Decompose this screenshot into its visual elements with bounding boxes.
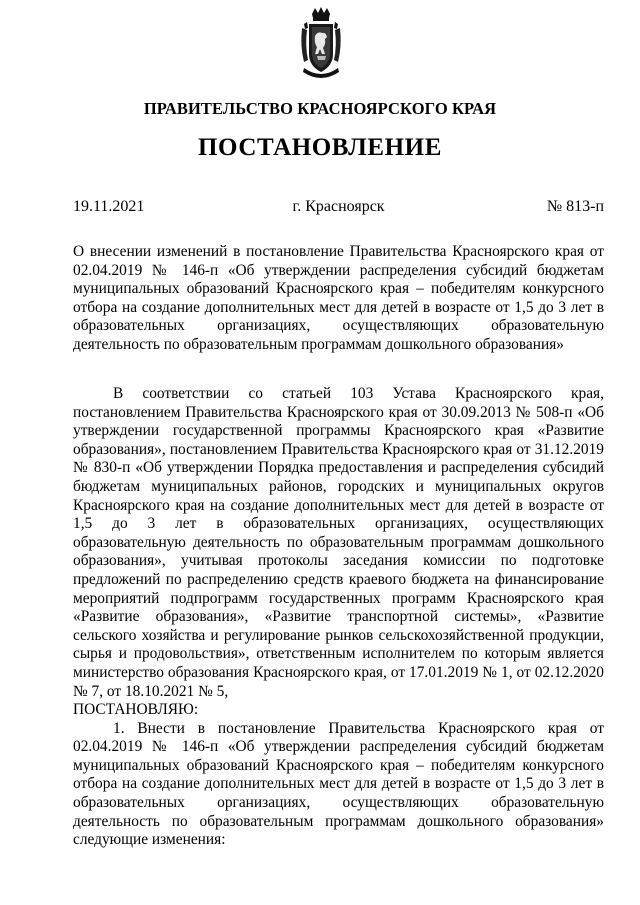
- document-type-title: ПОСТАНОВЛЕНИЕ: [197, 134, 443, 161]
- document-city: г. Красноярск: [292, 198, 385, 215]
- document-body: [73, 385, 604, 850]
- organization-title: ПРАВИТЕЛЬСТВО КРАСНОЯРСКОГО КРАЯ: [143, 99, 497, 118]
- preamble-paragraph: В соответствии со статьей 103 Устава Красноярского края, постановлением Правительства Красноярского края от 30.09.2013 № 508-п «Об утверждении государственной программы Красноярского края «Развитие образования», постановлением Правительства Красноярского края от 31.12.2019 № 830-п «Об утверждении Порядка предоставления и распределения субсидий бюджетам муниципальных районов, городских и муниципальных округов Красноярского края на создание дополнительных мест для детей в возрасте от 1,5 до 3 лет в образовательных организациях, осуществляющих образовательную деятельность по образовательным программам дошкольного образования», учитывая протоколы заседания комиссии по подготовке предложений по распределению средств краевого бюджета на финансирование мероприятий подпрограмм государственных программ Красноярского края «Развитие образования», «Развитие транспортной системы», «Развитие сельского хозяйства и регулирование рынков сельскохозяйственной продукции, сырья и продовольствия», ответственным исполнителем по которым является министерство образования Красноярского края, от 17.01.2019 № 1, от 02.12.2020 № 7, от 18.10.2021 № 5,: [73, 385, 604, 700]
- coat-of-arms-icon: [298, 6, 344, 82]
- document-number: № 813-п: [546, 198, 604, 215]
- item-1-paragraph: 1. Внести в постановление Правительства Красноярского края от 02.04.2019 № 146-п «Об утверждении распределения субсидий бюджетам муниципальных образований Красноярского края – победителям конкурсного отбора на создание дополнительных мест для детей в возрасте от 1,5 до 3 лет в образовательных организациях, осуществляющих образовательную деятельность по образовательным программам дошкольного образования» следующие изменения:: [73, 719, 604, 849]
- document-date: 19.11.2021: [73, 198, 145, 215]
- decree-word: ПОСТАНОВЛЯЮ:: [73, 701, 199, 719]
- document-meta-row: [73, 198, 604, 218]
- document-subject: О внесении изменений в постановление Правительства Красноярского края от 02.04.2019 № 146-п «Об утверждении распределения субсидий бюджетам муниципальных образований Красноярского края – победителям конкурсного отбора на создание дополнительных мест для детей в возрасте от 1,5 до 3 лет в образовательных организациях, осуществляющих образовательную деятельность по образовательным программам дошкольного образования»: [73, 243, 604, 353]
